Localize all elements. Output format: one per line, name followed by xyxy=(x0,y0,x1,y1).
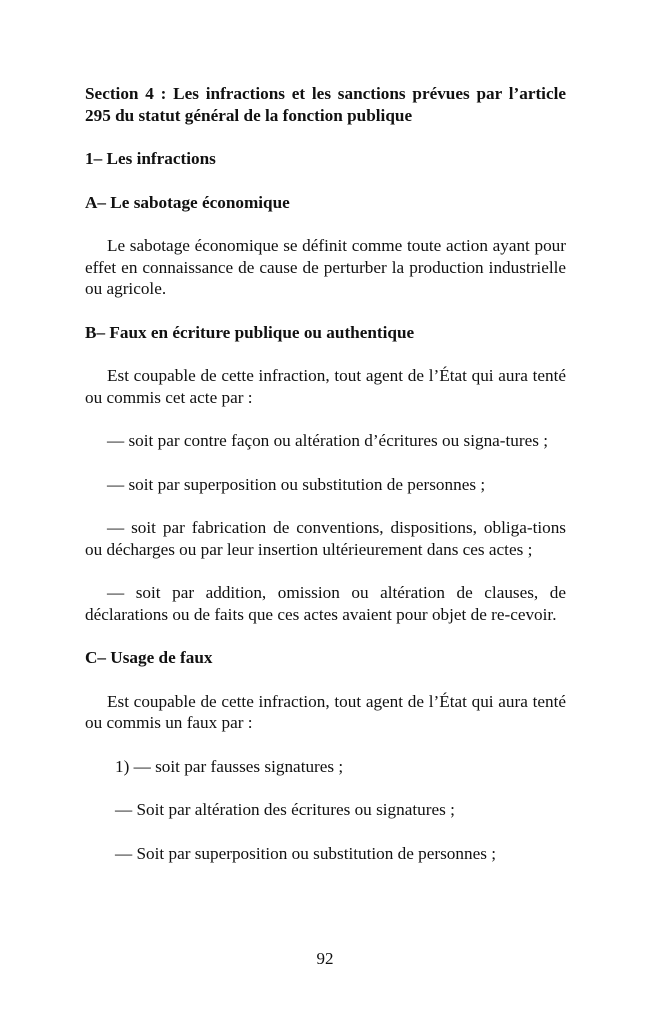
section-title: Section 4 : Les infractions et les sanctions prévues par l’article 295 du statut général de la fonction publique xyxy=(85,84,566,125)
paragraph-faux-ecriture: Est coupable de cette infraction, tout agent de l’État qui aura tenté ou commis cet acte par : xyxy=(85,366,566,407)
list-item: — soit par fabrication de conventions, dispositions, obliga-tions ou décharges ou par leur insertion ultérieurement dans ces actes ; xyxy=(85,518,566,559)
page-body xyxy=(85,83,566,864)
page-number: 92 xyxy=(316,949,334,968)
paragraph-sabotage: Le sabotage économique se définit comme toute action ayant pour effet en connaissance de cause de perturber la production industrielle ou agricole. xyxy=(85,236,566,298)
heading-sabotage: A– Le sabotage économique xyxy=(85,192,290,212)
list-item: — Soit par superposition ou substitution de personnes ; xyxy=(115,843,496,863)
list-item: 1) — soit par fausses signatures ; xyxy=(115,756,344,776)
heading-usage-faux: C– Usage de faux xyxy=(85,648,213,667)
paragraph-usage-faux: Est coupable de cette infraction, tout agent de l’État qui aura tenté ou commis un faux par : xyxy=(85,691,566,732)
heading-infractions: 1– Les infractions xyxy=(85,149,216,168)
heading-faux-ecriture: B– Faux en écriture publique ou authentique xyxy=(85,322,415,342)
list-item: — soit par superposition ou substitution de personnes ; xyxy=(107,474,486,494)
list-item: — soit par contre façon ou altération d’écritures ou signa-tures ; xyxy=(107,431,548,450)
list-item: — soit par addition, omission ou altération de clauses, de déclarations ou de faits que ces actes avaient pour objet de re-cevoir. xyxy=(85,583,566,624)
list-item: — Soit par altération des écritures ou signatures ; xyxy=(115,800,455,819)
